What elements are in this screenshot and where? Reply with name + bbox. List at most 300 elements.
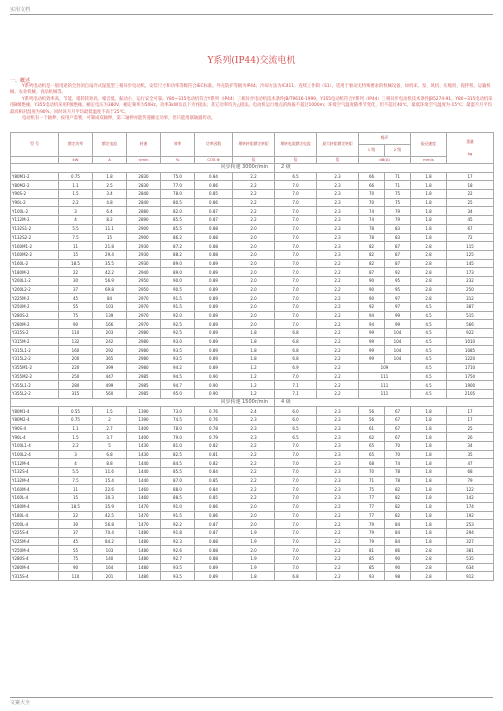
table-cell: 1.8 [411, 233, 447, 242]
table-cell: 0.78 [195, 424, 233, 433]
weight-unit: kg [467, 151, 473, 156]
table-cell: 4.5 [411, 311, 447, 320]
table-cell: 67 [385, 433, 411, 442]
table-cell: 2.3 [233, 424, 275, 433]
table-row [11, 233, 494, 242]
table-cell: 0.89 [195, 311, 233, 320]
table-cell: 2.2 [317, 329, 359, 338]
paragraph-line: Y系列电动机是一般用途的全封闭自扇冷式鼠笼型三相异步电动机，安装尺寸和功率等级符合IEC标准。外壳防护等级为IP44；冷却方法为IC411；连续工作制（S1）。适用于驱动无特殊要求的机械设备，如机床、泵、风机、压缩机、搅拌机、运输机械、农业机械、食品机械等。 [10, 84, 491, 96]
table-cell: 1.8 [411, 442, 447, 451]
table-cell: 110 [59, 329, 93, 338]
group-poles-label: 2 级 [275, 164, 494, 173]
table-cell: 103 [93, 546, 127, 555]
table-cell: 0.90 [195, 389, 233, 398]
table-cell: 1.8 [411, 511, 447, 520]
table-cell: 7.0 [275, 520, 317, 529]
table-cell: 7.0 [275, 285, 317, 294]
table-cell: 1430 [127, 450, 161, 459]
table-cell: 7.1 [275, 381, 317, 390]
table-cell: 0.85 [195, 476, 233, 485]
table-cell: 56 [359, 407, 385, 416]
model-cell: Y355M2-2 [11, 372, 59, 381]
table-row [11, 546, 494, 555]
table-cell: 2940 [127, 268, 161, 277]
table-cell: 1390 [127, 415, 161, 424]
header-weight [447, 133, 494, 164]
table-cell: 79 [447, 476, 494, 485]
table-cell: 1.8 [411, 494, 447, 503]
table-cell: 98 [385, 572, 411, 581]
table-cell: 92.0 [161, 311, 195, 320]
table-cell: 2.2 [317, 337, 359, 346]
model-cell: Y280S-2 [11, 311, 59, 320]
table-row [11, 528, 494, 537]
table-cell: 1.8 [411, 537, 447, 546]
table-cell: 22.6 [93, 485, 127, 494]
model-cell: Y90L-2 [11, 198, 59, 207]
table-cell: 67 [385, 415, 411, 424]
table-cell: 75 [359, 485, 385, 494]
table-cell: 2.2 [317, 528, 359, 537]
table-row [11, 424, 494, 433]
table-row [11, 311, 494, 320]
table-cell: 69.8 [93, 285, 127, 294]
table-cell: 1.8 [411, 468, 447, 477]
table-cell: 0.84 [195, 485, 233, 494]
table-cell: 220 [59, 363, 93, 372]
table-cell: 74 [385, 459, 411, 468]
table-cell: 0.86 [195, 181, 233, 190]
table-cell: 2980 [127, 355, 161, 364]
table-cell: 2.2 [317, 563, 359, 572]
table-cell: 2980 [127, 329, 161, 338]
table-row [11, 190, 494, 199]
table-cell: 74.5 [161, 415, 195, 424]
table-cell: 15 [93, 233, 127, 242]
table-cell: 82.0 [161, 207, 195, 216]
table-cell: 0.86 [195, 198, 233, 207]
table-cell: 97 [385, 303, 411, 312]
table-cell: 91.5 [161, 511, 195, 520]
table-row [11, 294, 494, 303]
table-cell: 0.90 [195, 381, 233, 390]
table-cell: 2.3 [317, 459, 359, 468]
table-cell: 140 [93, 554, 127, 563]
table-cell: 0.88 [195, 546, 233, 555]
table-cell: 66 [359, 181, 385, 190]
table-cell: 29.4 [93, 250, 127, 259]
table-cell: 2980 [127, 346, 161, 355]
table-cell: 2.2 [59, 442, 93, 451]
table-cell: 45 [59, 537, 93, 546]
table-row [11, 250, 494, 259]
table-cell: 312 [447, 294, 494, 303]
table-cell: 6.5 [275, 433, 317, 442]
table-cell: 82.5 [161, 450, 195, 459]
table-cell: 447 [93, 372, 127, 381]
table-cell: 79 [359, 520, 385, 529]
table-row [11, 381, 494, 390]
table-cell: 78 [359, 224, 385, 233]
table-cell: 2950 [127, 276, 161, 285]
unit-cell: kW [59, 157, 93, 164]
table-cell: 315 [59, 389, 93, 398]
table-cell: 6.8 [275, 346, 317, 355]
table-cell: 2.8 [411, 546, 447, 555]
table-cell: 99 [359, 329, 385, 338]
table-cell: 70 [385, 442, 411, 451]
header-model: 型 号 [11, 133, 59, 157]
table-cell: 7.0 [275, 181, 317, 190]
table-cell: 2.2 [317, 554, 359, 563]
table-cell: 84.5 [161, 459, 195, 468]
table-cell: 90 [359, 276, 385, 285]
table-cell: 75.0 [161, 172, 195, 181]
table-cell: 2.3 [317, 415, 359, 424]
table-cell: 91.0 [161, 502, 195, 511]
model-cell: Y225M-2 [11, 294, 59, 303]
table-cell: 381 [447, 546, 494, 555]
table-cell: 87.2 [161, 242, 195, 251]
table-cell: 2.3 [317, 450, 359, 459]
table-cell: 3.4 [93, 190, 127, 199]
table-cell: 2.2 [317, 363, 359, 372]
table-cell: 1085 [447, 346, 494, 355]
table-cell: 7.0 [275, 502, 317, 511]
table-cell: 922 [447, 329, 494, 338]
table-row [11, 172, 494, 181]
table-cell: 85.5 [161, 224, 195, 233]
table-cell: 142 [447, 494, 494, 503]
table-cell: 2.0 [233, 276, 275, 285]
table-cell: 1.8 [411, 502, 447, 511]
table-cell: 82 [385, 494, 411, 503]
table-row [11, 268, 494, 277]
table-cell: 75 [59, 311, 93, 320]
table-cell: 2.8 [411, 294, 447, 303]
table-cell: 7.0 [275, 216, 317, 225]
table-cell: 2.0 [233, 242, 275, 251]
table-cell: 77 [359, 511, 385, 520]
table-cell: 30 [59, 276, 93, 285]
table-cell: 634 [447, 563, 494, 572]
table-cell: 42.5 [93, 511, 127, 520]
table-cell: 1.8 [411, 181, 447, 190]
speed-group-row [11, 164, 494, 173]
model-cell: Y80M1-2 [11, 172, 59, 181]
table-cell: 1.8 [411, 224, 447, 233]
table-cell: 8.2 [93, 216, 127, 225]
table-cell: 6.0 [275, 407, 317, 416]
table-cell: 30.3 [93, 494, 127, 503]
table-cell: 104 [385, 337, 411, 346]
table-cell: 1.8 [411, 459, 447, 468]
table-row [11, 537, 494, 546]
table-cell: 18 [447, 181, 494, 190]
table-cell: 0.86 [195, 511, 233, 520]
table-cell: 2.3 [317, 233, 359, 242]
table-cell: 37 [59, 528, 93, 537]
table-cell: 7.5 [59, 233, 93, 242]
table-cell: 87 [359, 268, 385, 277]
table-cell: 1.9 [233, 528, 275, 537]
table-cell: 22 [59, 511, 93, 520]
table-cell: 0.87 [195, 520, 233, 529]
table-cell: 7.0 [275, 198, 317, 207]
paragraph-line: 电动机有一个轴伸，按用户需要，可制成双轴伸，第二轴伸亦能传递额定功率，但只能用联轴器传动。 [22, 116, 216, 122]
table-cell: 2880 [127, 207, 161, 216]
table-cell: 94 [359, 311, 385, 320]
table-cell: 232 [447, 276, 494, 285]
table-cell: 7.0 [275, 303, 317, 312]
table-cell: 1.8 [411, 198, 447, 207]
table-cell: 84 [385, 528, 411, 537]
model-cell: Y80M2-4 [11, 415, 59, 424]
table-cell: 1.8 [233, 572, 275, 581]
table-cell: 1470 [127, 511, 161, 520]
table-cell: 1710 [447, 363, 494, 372]
table-cell: 4.5 [411, 363, 447, 372]
table-cell: 0.84 [195, 468, 233, 477]
header-power-factor: 功率因数 [195, 133, 233, 157]
table-cell: 70 [385, 450, 411, 459]
table-cell: 4.5 [411, 355, 447, 364]
table-row [11, 511, 494, 520]
table-cell: 87 [385, 259, 411, 268]
table-cell: 11 [59, 242, 93, 251]
table-cell: 92.3 [161, 537, 195, 546]
table-cell: 2.2 [317, 546, 359, 555]
table-cell: 99 [385, 311, 411, 320]
table-cell: 0.87 [195, 216, 233, 225]
table-cell: 88.5 [161, 494, 195, 503]
table-cell: 17 [447, 407, 494, 416]
table-cell: 0.88 [195, 233, 233, 242]
table-cell: 94.7 [161, 381, 195, 390]
table-cell: 7.0 [275, 311, 317, 320]
table-cell: 2.0 [233, 520, 275, 529]
table-row [11, 259, 494, 268]
table-cell: 87 [385, 242, 411, 251]
header-efficiency: 效率 [161, 133, 195, 157]
table-cell: 77 [359, 494, 385, 503]
table-cell: 75 [385, 198, 411, 207]
table-cell: 7.0 [275, 207, 317, 216]
model-cell: Y225M-4 [11, 537, 59, 546]
table-cell: 7.0 [275, 190, 317, 199]
group-speed-label: 同步转速 3000r/min [11, 164, 275, 173]
table-row [11, 520, 494, 529]
table-cell: 104 [385, 346, 411, 355]
table-cell: 2.3 [317, 485, 359, 494]
table-cell: 2930 [127, 259, 161, 268]
table-cell: 65 [359, 450, 385, 459]
unit-cell: 倍 [233, 157, 275, 164]
model-cell: Y315M-2 [11, 337, 59, 346]
table-cell: 85.5 [161, 216, 195, 225]
table-cell: 2.3 [233, 433, 275, 442]
table-cell: 85 [359, 563, 385, 572]
table-cell: 2985 [127, 389, 161, 398]
table-cell: 74 [359, 216, 385, 225]
unit-cell: COS Φ [195, 157, 233, 164]
table-cell: 250 [447, 285, 494, 294]
table-cell: 4.5 [411, 381, 447, 390]
model-cell: Y80M2-2 [11, 181, 59, 190]
table-cell: 2.2 [317, 511, 359, 520]
table-cell: 1.8 [411, 520, 447, 529]
model-cell: Y200L-4 [11, 520, 59, 529]
table-cell: 94.5 [161, 372, 195, 381]
table-cell: 1440 [127, 459, 161, 468]
table-cell: 5.5 [59, 224, 93, 233]
table-cell: 2.0 [233, 320, 275, 329]
table-row [11, 198, 494, 207]
table-cell: 22 [447, 190, 494, 199]
table-cell: 4.5 [411, 337, 447, 346]
table-row [11, 216, 494, 225]
table-cell: 2.2 [233, 485, 275, 494]
table-cell: 99 [385, 320, 411, 329]
table-cell: 0.86 [195, 502, 233, 511]
table-cell: 111 [359, 381, 411, 390]
table-row [11, 468, 494, 477]
paragraph-line: Y系列电动机效率高、节能、堵转转矩高、噪音低、振动小、运行安全可靠。Y80~315电动机符合Y系列（IP44）三相异步电动机技术条件JB/T9616-1999，Y355电动机符合Y系列（IP44）三相异步电动机技术条件JB5274-91。Y80~315电动机采用B级绝缘，Y355电动机采用F级绝缘。额定电压为380V，额定频率为50Hz。功率3kW及以下为Y接法；其它功率均为△接法。电动机运行地点的海拔不超过1000m；环境空气温度随季节变化，但不超过40℃，最低环境空气温度为-15℃；最湿月月平均最高相对湿度为90%，同时该月月平均最低温度不高于25℃。 [10, 96, 493, 115]
table-cell: 7.0 [275, 442, 317, 451]
table-cell: 79 [385, 207, 411, 216]
unit-cell: A [93, 157, 127, 164]
table-cell: 1470 [127, 520, 161, 529]
table-cell: 2.3 [317, 198, 359, 207]
model-cell: Y100L1-4 [11, 442, 59, 451]
table-cell: 91.8 [161, 528, 195, 537]
table-cell: 1.2 [233, 363, 275, 372]
unit-cell: 倍 [317, 157, 359, 164]
model-cell: Y250M-4 [11, 546, 59, 555]
table-cell: 7.0 [275, 563, 317, 572]
table-cell: 2.2 [233, 494, 275, 503]
table-cell: 2.2 [233, 442, 275, 451]
unit-cell: mm/s [411, 157, 447, 164]
table-cell: 1.8 [411, 172, 447, 181]
table-cell: 2.3 [317, 476, 359, 485]
table-cell: 6.8 [275, 329, 317, 338]
model-cell: Y160M-4 [11, 485, 59, 494]
table-cell: 45 [447, 216, 494, 225]
table-cell: 2.3 [317, 181, 359, 190]
table-cell: 71 [385, 172, 411, 181]
table-cell: 7.0 [275, 554, 317, 563]
table-cell: 93.0 [161, 337, 195, 346]
table-cell: 109 [359, 363, 411, 372]
table-cell: 1.5 [59, 433, 93, 442]
table-row [11, 181, 494, 190]
table-cell: 55 [59, 546, 93, 555]
table-cell: 2950 [127, 285, 161, 294]
table-cell: 2.5 [93, 181, 127, 190]
table-cell: 11.6 [93, 468, 127, 477]
table-cell: 82 [385, 502, 411, 511]
table-cell: 11 [59, 485, 93, 494]
table-cell: 1480 [127, 537, 161, 546]
table-cell: 62 [359, 433, 385, 442]
model-cell: Y200L1-2 [11, 276, 59, 285]
table-cell: 399 [93, 363, 127, 372]
table-cell: 2900 [127, 233, 161, 242]
table-cell: 1.8 [93, 172, 127, 181]
table-cell: 17 [447, 172, 494, 181]
table-cell: 104 [385, 355, 411, 364]
table-cell: 294 [447, 528, 494, 537]
table-cell: 82 [359, 242, 385, 251]
header-current: 额定电流 [93, 133, 127, 157]
table-cell: 1.9 [233, 563, 275, 572]
table-cell: 81 [359, 546, 385, 555]
table-cell: 145 [447, 259, 494, 268]
table-cell: 7.0 [275, 233, 317, 242]
table-cell: 0.88 [195, 242, 233, 251]
table-cell: 6.8 [275, 337, 317, 346]
table-cell: 0.82 [195, 442, 233, 451]
table-cell: 72 [447, 233, 494, 242]
table-cell: 1.8 [411, 476, 447, 485]
table-cell: 2.0 [233, 502, 275, 511]
header-noise-grade1: 1 级 [359, 145, 385, 157]
table-cell: 2 [93, 415, 127, 424]
table-cell: 35 [447, 450, 494, 459]
table-row [11, 485, 494, 494]
table-cell: 81.0 [161, 442, 195, 451]
table-cell: 1.8 [411, 407, 447, 416]
table-cell: 82 [385, 511, 411, 520]
footer-note: 文案大全 [10, 700, 31, 706]
group-poles-label: 4 级 [275, 398, 494, 407]
table-cell: 6.5 [275, 424, 317, 433]
table-cell: 2.0 [233, 546, 275, 555]
table-cell: 2970 [127, 311, 161, 320]
speed-group-row [11, 398, 494, 407]
table-row [11, 242, 494, 251]
table-cell: 1.5 [59, 190, 93, 199]
model-cell: Y90L-4 [11, 433, 59, 442]
table-cell: 139 [93, 311, 127, 320]
table-cell: 92.7 [161, 554, 195, 563]
table-cell: 7.0 [275, 511, 317, 520]
table-cell: 11.1 [93, 224, 127, 233]
table-cell: 2.3 [317, 407, 359, 416]
document-title: Y系列(IP44)交流电机 [207, 56, 296, 66]
table-cell: 99 [359, 355, 385, 364]
table-cell: 0.88 [195, 537, 233, 546]
table-cell: 7.0 [275, 250, 317, 259]
table-row [11, 459, 494, 468]
table-cell: 2830 [127, 181, 161, 190]
table-cell: 68 [447, 468, 494, 477]
model-cell: Y315S-2 [11, 329, 59, 338]
table-cell: 2.2 [233, 207, 275, 216]
table-cell: 0.89 [195, 285, 233, 294]
table-cell: 77.0 [161, 181, 195, 190]
table-cell: 0.88 [195, 554, 233, 563]
table-row [11, 355, 494, 364]
table-cell: 78.0 [161, 190, 195, 199]
table-cell: 2.3 [317, 433, 359, 442]
table-row [11, 442, 494, 451]
table-cell: 30 [59, 520, 93, 529]
table-row [11, 303, 494, 312]
table-cell: 86 [385, 546, 411, 555]
table-cell: 365 [93, 355, 127, 364]
